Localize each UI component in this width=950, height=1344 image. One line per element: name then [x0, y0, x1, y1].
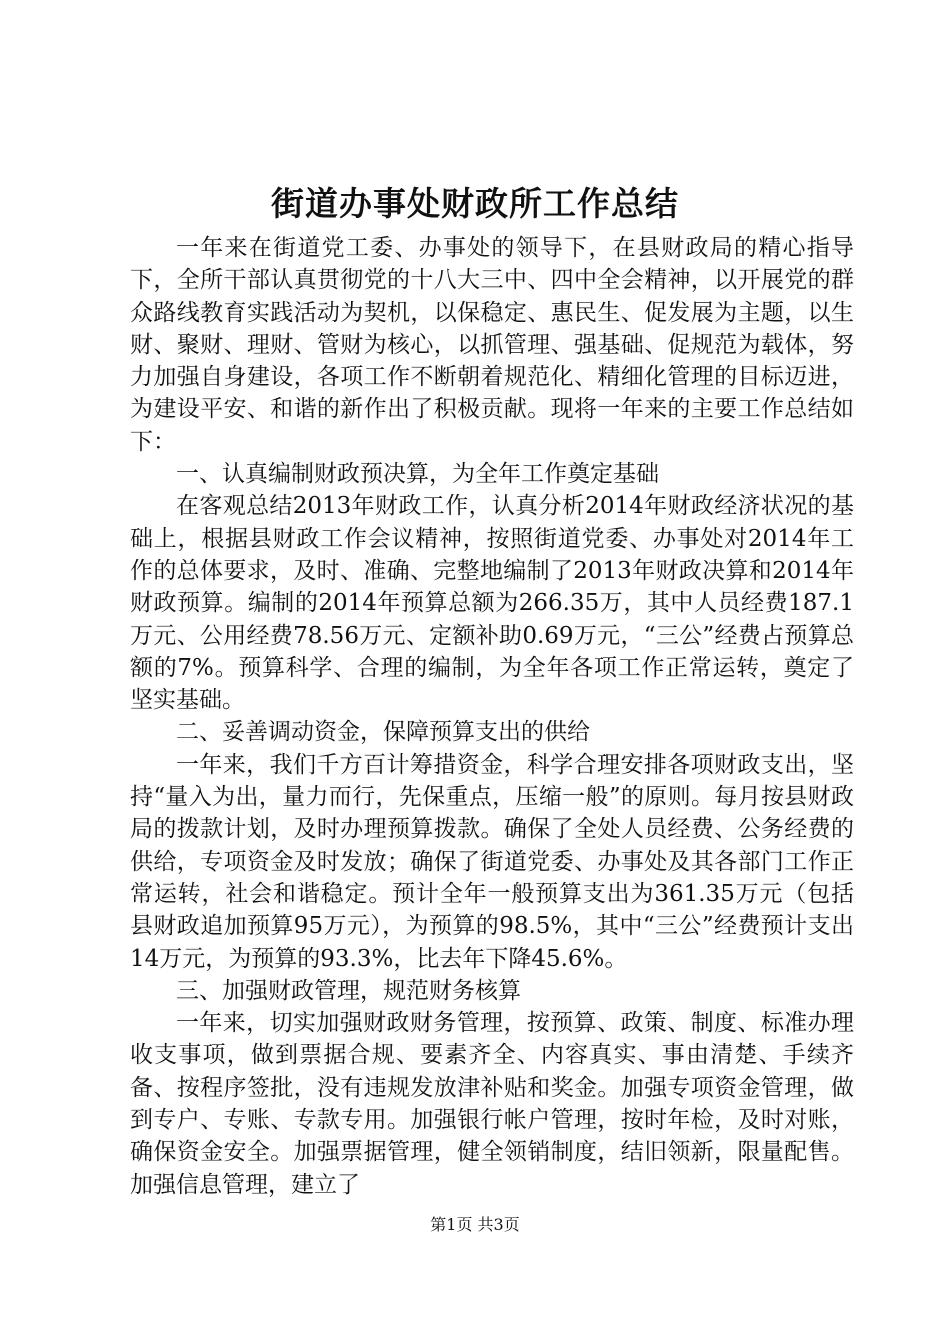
section-paragraph-2: 一年来，我们千方百计筹措资金，科学合理安排各项财政支出，坚持“量入为出，量力而行，先保重点，压缩一般”的原则。每月按县财政局的拨款计划，及时办理预算拨款。确保了全处人员经费、公务经费的供给，专项资金及时发放；确保了街道党委、办事处及其各部门工作正常运转，社会和谐稳定。预计全年一般预算支出为361.35万元（包括县财政追加预算95万元），为预算的98.5%，其中“三公”经费预计支出14万元，为预算的93.3%，比去年下降45.6%。: [130, 751, 854, 972]
section-paragraph-3: 一年来，切实加强财政财务管理，按预算、政策、制度、标准办理收支事项，做到票据合规、要素齐全、内容真实、事由清楚、手续齐备、按程序签批，没有违规发放津补贴和奖金。加强专项资金管理，做到专户、专账、专款专用。加强银行帐户管理，按时年检，及时对账，确保资金安全。加强票据管理，健全领销制度，结旧领新，限量配售。加强信息管理，建立了: [130, 1010, 854, 1198]
document-title: 街道办事处财政所工作总结: [271, 184, 679, 223]
section-paragraph-1: 在客观总结2013年财政工作，认真分析2014年财政经济状况的基础上，根据县财政工作会议精神，按照街道党委、办事处对2014年工作的总体要求，及时、准确、完整地编制了2013年财政决算和2014年财政预算。编制的2014年预算总额为266.35万，其中人员经费187.1万元、公用经费78.56万元、定额补助0.69万元，“三公”经费占预算总额的7%。预算科学、合理的编制，为全年各项工作正常运转，奠定了坚实基础。: [130, 493, 854, 714]
section-heading-1: 一、认真编制财政预决算，为全年工作奠定基础: [176, 461, 659, 488]
section-heading-3: 三、加强财政管理，规范财务核算: [176, 977, 521, 1004]
document-body: [130, 232, 854, 1201]
intro-paragraph: 一年来在街道党工委、办事处的领导下，在县财政局的精心指导下，全所干部认真贯彻党的十八大三中、四中全会精神，以开展党的群众路线教育实践活动为契机，以保稳定、惠民生、促发展为主题，以生财、聚财、理财、管财为核心，以抓管理、强基础、促规范为载体，努力加强自身建设，各项工作不断朝着规范化、精细化管理的目标迈进，为建设平安、和谐的新作出了积极贡献。现将一年来的主要工作总结如下：: [130, 235, 854, 455]
section-heading-2: 二、妥善调动资金，保障预算支出的供给: [176, 719, 590, 746]
page-number-footer: 第1页 共3页: [430, 1215, 520, 1234]
